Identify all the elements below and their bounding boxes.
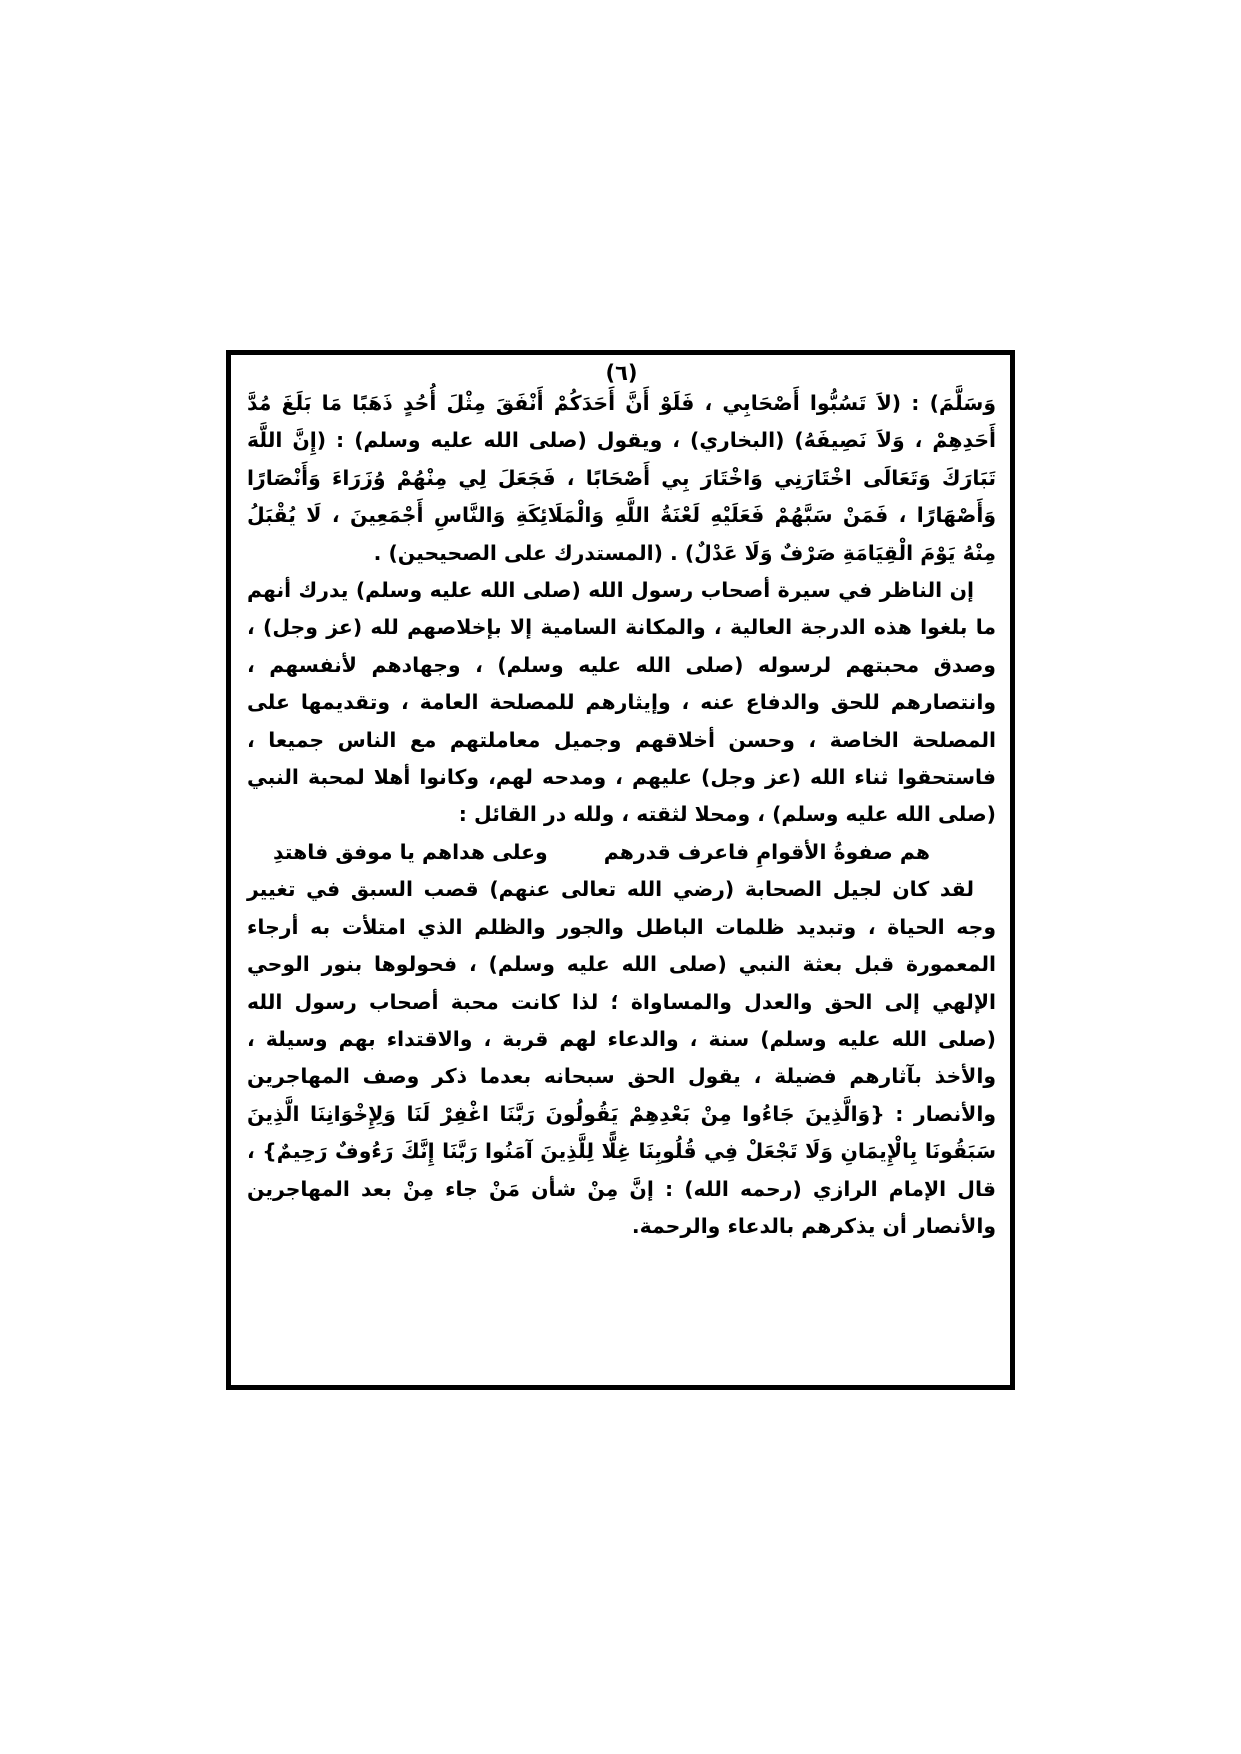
verse-first-hemistich: هم صفوةُ الأقوامِ فاعرف قدرهم [603, 839, 930, 864]
paragraph-companions-virtue [247, 572, 996, 834]
paragraph-companions-generation-text: لقد كان لجيل الصحابة (رضي الله تعالى عنهم) قصب السبق في تغيير وجه الحياة ، وتبديد ظلمات الباطل والجور والظلم الذي امتلأت به أرجاء المعمورة قبل بعثة النبي (صلى الله عليه وسلم) ، فحولوها بنور الوحي الإلهي إلى الحق والعدل والمساواة ؛ لذا كانت محبة أصحاب رسول الله (صلى الله عليه وسلم) سنة ، والدعاء لهم قربة ، والاقتداء بهم وسيلة ، والأخذ بآثارهم فضيلة ، يقول الحق سبحانه بعدما ذكر وصف المهاجرين والأنصار : {وَالَّذِينَ جَاءُوا مِنْ بَعْدِهِمْ يَقُولُونَ رَبَّنَا اغْفِرْ لَنَا وَلِإِخْوَانِنَا الَّذِينَ سَبَقُونَا بِالْإِيمَانِ وَلَا تَجْعَلْ فِي قُلُوبِنَا غِلًّا لِلَّذِينَ آمَنُوا رَبَّنَا إِنَّكَ رَءُوفٌ رَحِيمٌ} ، قال الإمام الرازي (رحمه الله) : إنَّ مِنْ شأن مَنْ جاء مِنْ بعد المهاجرين والأنصار أن يذكرهم بالدعاء والرحمة. [247, 877, 996, 1238]
paragraph-companions-generation [247, 871, 996, 1245]
page-frame [226, 350, 1015, 1390]
paragraph-hadith: وَسَلَّمَ) : (لاَ تَسُبُّوا أَصْحَابِي ، فَلَوْ أَنَّ أَحَدَكُمْ أَنْفَقَ مِثْلَ أُحُدٍ ذَهَبًا مَا بَلَغَ مُدَّ أَحَدِهِمْ ، وَلاَ نَصِيفَهُ) (البخاري) ، ويقول (صلى الله عليه وسلم) : (إِنَّ اللَّهَ تَبَارَكَ وَتَعَالَى اخْتَارَنِي وَاخْتَارَ بِي أَصْحَابًا ، فَجَعَلَ لِي مِنْهُمْ وُزَرَاءَ وَأَنْصَارًا وَأَصْهَارًا ، فَمَنْ سَبَّهُمْ فَعَلَيْهِ لَعْنَةُ اللَّهِ وَالْمَلَائِكَةِ وَالنَّاسِ أَجْمَعِينَ ، لَا يُقْبَلُ مِنْهُ يَوْمَ الْقِيَامَةِ صَرْفٌ وَلَا عَدْلٌ) . (المستدرك على الصحيحين) . [247, 391, 996, 565]
paragraph-companions-virtue-text: إن الناظر في سيرة أصحاب رسول الله (صلى الله عليه وسلم) يدرك أنهم ما بلغوا هذه الدرجة العالية ، والمكانة السامية إلا بإخلاصهم لله (عز وجل) ، وصدق محبتهم لرسوله (صلى الله عليه وسلم) ، وجهادهم لأنفسهم ، وانتصارهم للحق والدفاع عنه ، وإيثارهم للمصلحة العامة ، وتقديمها على المصلحة الخاصة ، وحسن أخلاقهم وجميل معاملتهم مع الناس جميعا ، فاستحقوا ثناء الله (عز وجل) عليهم ، ومدحه لهم، وكانوا أهلا لمحبة النبي (صلى الله عليه وسلم) ، ومحلا لثقته ، ولله در القائل : [247, 578, 996, 827]
poetry-verse [247, 834, 996, 871]
verse-second-hemistich: وعلى هداهم يا موفق فاهتدِ [273, 839, 548, 864]
page-number: (٦) [605, 361, 638, 385]
